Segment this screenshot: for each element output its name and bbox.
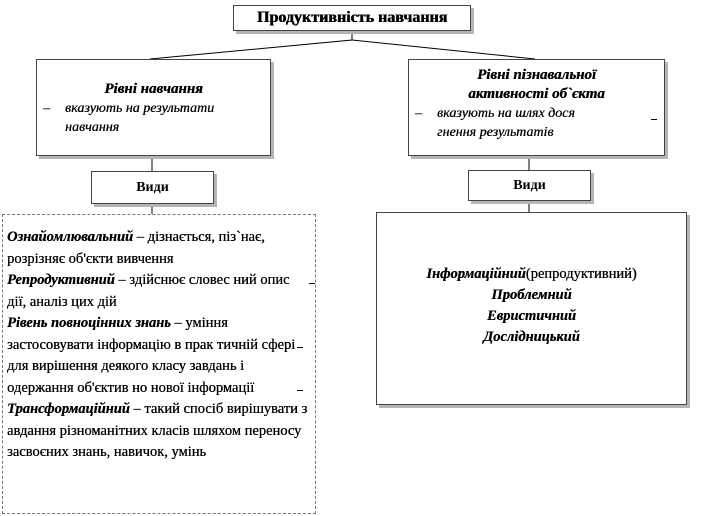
types-box-left: [91, 171, 214, 204]
dash-marker: –: [415, 106, 422, 121]
list-item-reproductive: Репродуктивний – здійснює словес ний опис дії, аналіз цих дій: [7, 272, 290, 310]
list-item-informational: Інформаційний(репродуктивний): [426, 266, 637, 282]
types-box-right: [468, 170, 591, 201]
list-item-research: Дослідницький: [483, 329, 580, 345]
learning-levels-list: [2, 214, 316, 514]
learning-levels-desc-line-2: навчання: [65, 120, 120, 135]
title-box: [233, 5, 471, 31]
tick-mark: [297, 390, 303, 391]
connector-title-right: [352, 40, 535, 59]
cognitive-activity-heading-line-1: Рівні пізнавальної: [476, 67, 597, 83]
tick-mark: [651, 119, 657, 120]
list-item-problem: Проблемний: [491, 287, 572, 303]
cognitive-activity-levels-box: [408, 59, 665, 156]
types-label-right: Види: [513, 177, 546, 193]
cognitive-activity-desc-line-2: гнення результатів: [437, 125, 554, 140]
learning-levels-heading: Рівні навчання: [104, 81, 203, 97]
list-item-heuristic: Евристичний: [486, 308, 577, 324]
tick-mark: [309, 283, 315, 284]
learning-levels-box: [36, 59, 271, 156]
title-text: Продуктивність навчання: [256, 9, 448, 26]
learning-levels-desc-line-1: – вказують на результати: [43, 101, 215, 116]
list-item-acquaintance: Ознайомлювальний – дізнається, піз`нає, розрізняє об'єкти вивчення: [7, 229, 265, 267]
list-item-full-knowledge: Рівень повноцінних знань – уміння застосовувати інформацію в прак тичній сфері для вирішення деякого класу завдань і одержання об'єктив но нової інформації: [7, 315, 296, 396]
types-label-left: Види: [136, 179, 169, 195]
cognitive-activity-heading-line-2: активності об`єкта: [468, 86, 605, 102]
connector-title-left: [150, 31, 352, 59]
dash-marker: –: [43, 101, 50, 116]
list-item-transformational: Трансформаційний – такий спосіб вирішувати з авдання різноманітних класів шляхом переносу засвоєних знань, навичок, умінь: [7, 401, 308, 460]
cognitive-activity-desc-line-1: – вказують на шлях дося: [415, 106, 575, 121]
cognitive-activity-list: [376, 212, 687, 405]
tick-mark: [297, 347, 303, 348]
